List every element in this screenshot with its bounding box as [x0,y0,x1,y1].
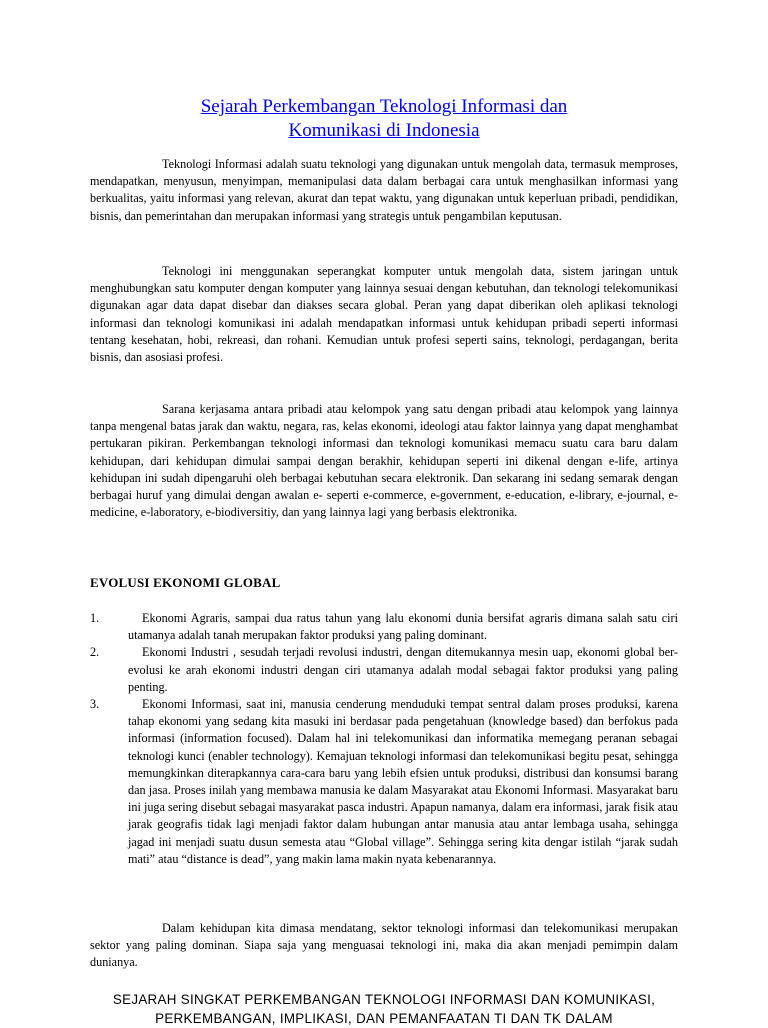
footer-title [0,990,768,1028]
paragraph-1: Teknologi Informasi adalah suatu teknologi yang digunakan untuk mengolah data, termasuk memproses, mendapatkan, menyusun, menyimpan, memanipulasi data dalam berbagai cara untuk menghasilkan informasi yang berkualitas, yaitu informasi yang relevan, akurat dan tepat waktu, yang digunakan untuk keperluan pribadi, pendidikan, bisnis, dan pemerintahan dan merupakan informasi yang strategis untuk pengambilan keputusan. [90,157,678,223]
list-number: 1. [90,611,100,625]
list-number: 3. [90,697,100,712]
paragraph-3: Sarana kerjasama antara pribadi atau kelompok yang satu dengan pribadi atau kelompok yang lainnya tanpa mengenal batas jarak dan waktu, negara, ras, kelas ekonomi, ideologi atau faktor lainnya yang dapat menghambat pertukaran pikiran. Perkembangan teknologi informasi dan teknologi komunikasi memacu suatu cara baru dalam kehidupan, dari kehidupan dimulai sampai dengan berakhir, kehidupan seperti ini dikenal dengan e-life, artinya kehidupan ini sudah dipengaruhi oleh berbagai kebutuhan secara elektronik. Dan sekarang ini sedang semarak dengan berbagai huruf yang dimulai dengan awalan e- seperti e-commerce, e-government, e-education, e-library, e-journal, e-medicine, e-laboratory, e-biodiversitiy, dan yang lainnya lagi yang berbasis elektronika. [90,402,678,520]
title-line-1: Sejarah Perkembangan Teknologi Informasi dan [200,96,568,117]
list-item-text: Ekonomi Industri , sesudah terjadi revolusi industri, dengan ditemukannya mesin uap, ekonomi global ber-evolusi ke arah ekonomi industri dengan ciri utamanya adalah modal sebagai faktor produksi yang paling penting. [128,645,678,694]
section-heading: EVOLUSI EKONOMI GLOBAL [90,575,281,590]
list-item-text: Ekonomi Agraris, sampai dua ratus tahun yang lalu ekonomi dunia bersifat agraris dimana salah satu ciri utamanya adalah tanah merupakan faktor produksi yang paling dominant. [128,611,678,643]
title-line-2: Komunikasi di Indonesia [288,120,480,141]
list-number: 2. [90,645,100,660]
footer-line-1: SEJARAH SINGKAT PERKEMBANGAN TEKNOLOGI INFORMASI DAN KOMUNIKASI, [112,992,656,1007]
closing-paragraph: Dalam kehidupan kita dimasa mendatang, sektor teknologi informasi dan telekomunikasi merupakan sektor yang paling dominan. Siapa saja yang menguasai teknologi ini, maka dia akan menjadi pemimpin dalam dunianya. [90,921,678,970]
list-item-text: Ekonomi Informasi, saat ini, manusia cenderung menduduki tempat sentral dalam proses produksi, karena tahap ekonomi yang sedang kita masuki ini berdasar pada pengetahuan (knowledge based) dan berfokus pada informasi (information focused). Dalam hal ini telekomunikasi dan informatika memegang peranan sebagai teknologi kunci (enabler technology). Kemajuan teknologi informasi dan telekomunikasi begitu pesat, sehingga memungkinkan diterapkannya cara-cara baru yang lebih efsien untuk produksi, distribusi dan konsumsi barang dan jasa. Proses inilah yang membawa manusia ke dalam Masyarakat atau Ekonomi Informasi. Masyarakat baru ini juga sering disebut sebagai masyarakat pasca industri. Apapun namanya, dalam era informasi, jarak fisik atau jarak geografis tidak lagi menjadi faktor dalam hubungan antar manusia atau antar lembaga usaha, sehingga jagad ini menjadi suatu dusun semesta atau “Global village”. Sehingga sering kita dengar istilah “jarak sudah mati” atau “distance is dead”, yang makin lama makin nyata kebenarannya. [128,697,678,866]
list-item [90,644,678,696]
numbered-list [90,610,678,868]
footer-line-2: PERKEMBANGAN, IMPLIKASI, DAN PEMANFAATAN TI DAN TK DALAM [155,1011,613,1026]
list-item [90,696,678,868]
document-title-link[interactable] [90,95,678,143]
paragraph-2: Teknologi ini menggunakan seperangkat komputer untuk mengolah data, sistem jaringan untuk menghubungkan satu komputer dengan komputer yang lainnya sesuai dengan kebutuhan, dan teknologi telekomunikasi digunakan agar data dapat disebar dan diakses secara global. Peran yang dapat diberikan oleh aplikasi teknologi informasi dan teknologi komunikasi ini adalah mendapatkan informasi untuk kehidupan pribadi seperti informasi tentang kesehatan, hobi, rekreasi, dan rohani. Kemudian untuk profesi seperti sains, teknologi, perdagangan, berita bisnis, dan asosiasi profesi. [90,264,678,365]
list-item [90,610,678,644]
